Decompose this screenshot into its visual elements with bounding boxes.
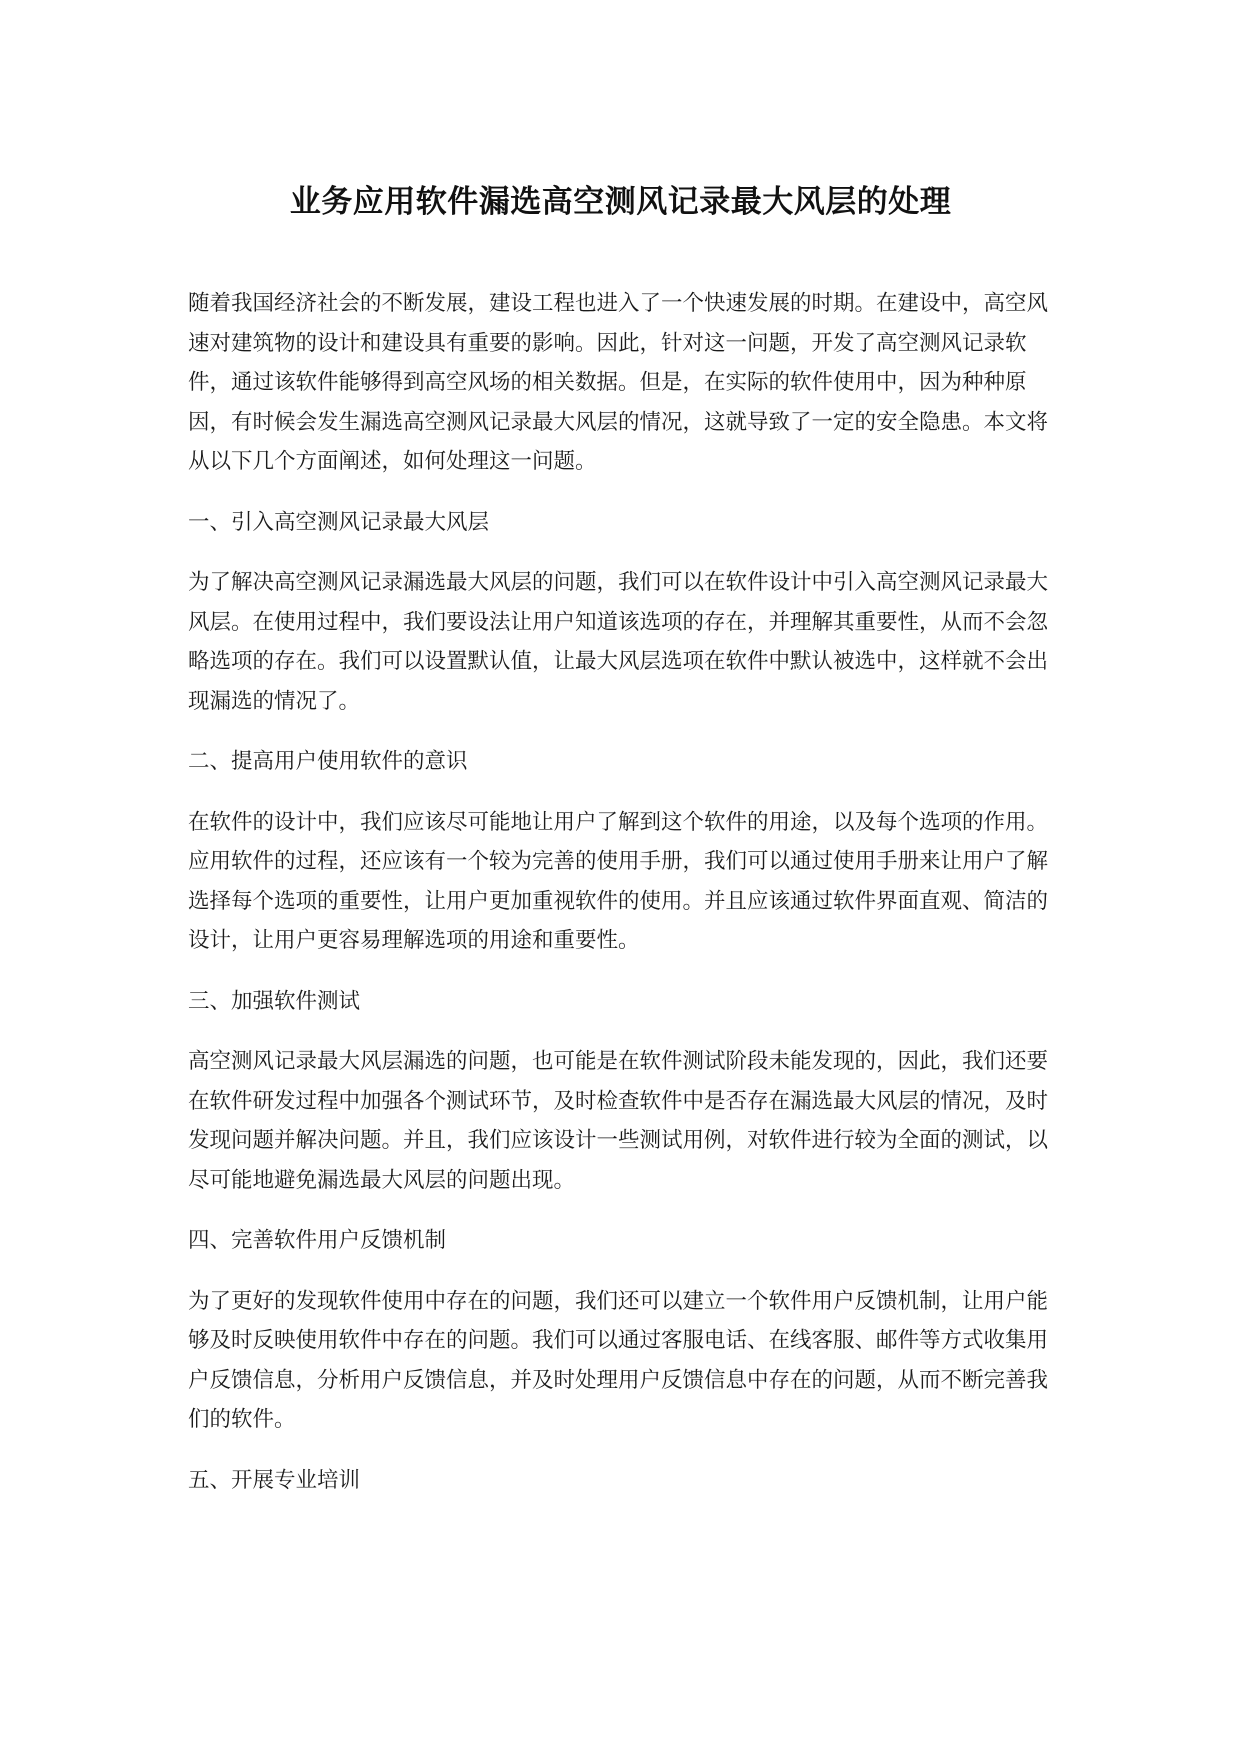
- section-heading-5: 五、开展专业培训: [188, 1467, 361, 1493]
- section-paragraph-2: 在软件的设计中，我们应该尽可能地让用户了解到这个软件的用途，以及每个选项的作用。应用软件的过程，还应该有一个较为完善的使用手册，我们可以通过使用手册来让用户了解选择每个选项的重要性，让用户更加重视软件的使用。并且应该通过软件界面直观、简洁的设计，让用户更容易理解选项的用途和重要性。: [188, 809, 1049, 953]
- section-heading-1: 一、引入高空测风记录最大风层: [188, 509, 490, 535]
- document-body: [188, 284, 1068, 1521]
- section-heading-4: 四、完善软件用户反馈机制: [188, 1228, 447, 1253]
- section-heading-2: 二、提高用户使用软件的意识: [188, 749, 468, 774]
- section-heading-3: 三、加强软件测试: [188, 988, 361, 1014]
- document-title: 业务应用软件漏选高空测风记录最大风层的处理: [289, 184, 952, 220]
- section-paragraph-1: 为了解决高空测风记录漏选最大风层的问题，我们可以在软件设计中引入高空测风记录最大风层。在使用过程中，我们要设法让用户知道该选项的存在，并理解其重要性，从而不会忽略选项的存在。我们可以设置默认值，让最大风层选项在软件中默认被选中，这样就不会出现漏选的情况了。: [188, 570, 1049, 714]
- intro-paragraph: 随着我国经济社会的不断发展，建设工程也进入了一个快速发展的时期。在建设中，高空风速对建筑物的设计和建设具有重要的影响。因此，针对这一问题，开发了高空测风记录软件，通过该软件能够得到高空风场的相关数据。但是，在实际的软件使用中，因为种种原因，有时候会发生漏选高空测风记录最大风层的情况，这就导致了一定的安全隐患。本文将从以下几个方面阐述，如何处理这一问题。: [188, 291, 1049, 474]
- section-paragraph-4: 为了更好的发现软件使用中存在的问题，我们还可以建立一个软件用户反馈机制，让用户能够及时反映使用软件中存在的问题。我们可以通过客服电话、在线客服、邮件等方式收集用户反馈信息，分析用户反馈信息，并及时处理用户反馈信息中存在的问题，从而不断完善我们的软件。: [188, 1288, 1049, 1432]
- section-paragraph-3: 高空测风记录最大风层漏选的问题，也可能是在软件测试阶段未能发现的，因此，我们还要在软件研发过程中加强各个测试环节，及时检查软件中是否存在漏选最大风层的情况，及时发现问题并解决问题。并且，我们应该设计一些测试用例，对软件进行较为全面的测试，以尽可能地避免漏选最大风层的问题出现。: [188, 1049, 1049, 1193]
